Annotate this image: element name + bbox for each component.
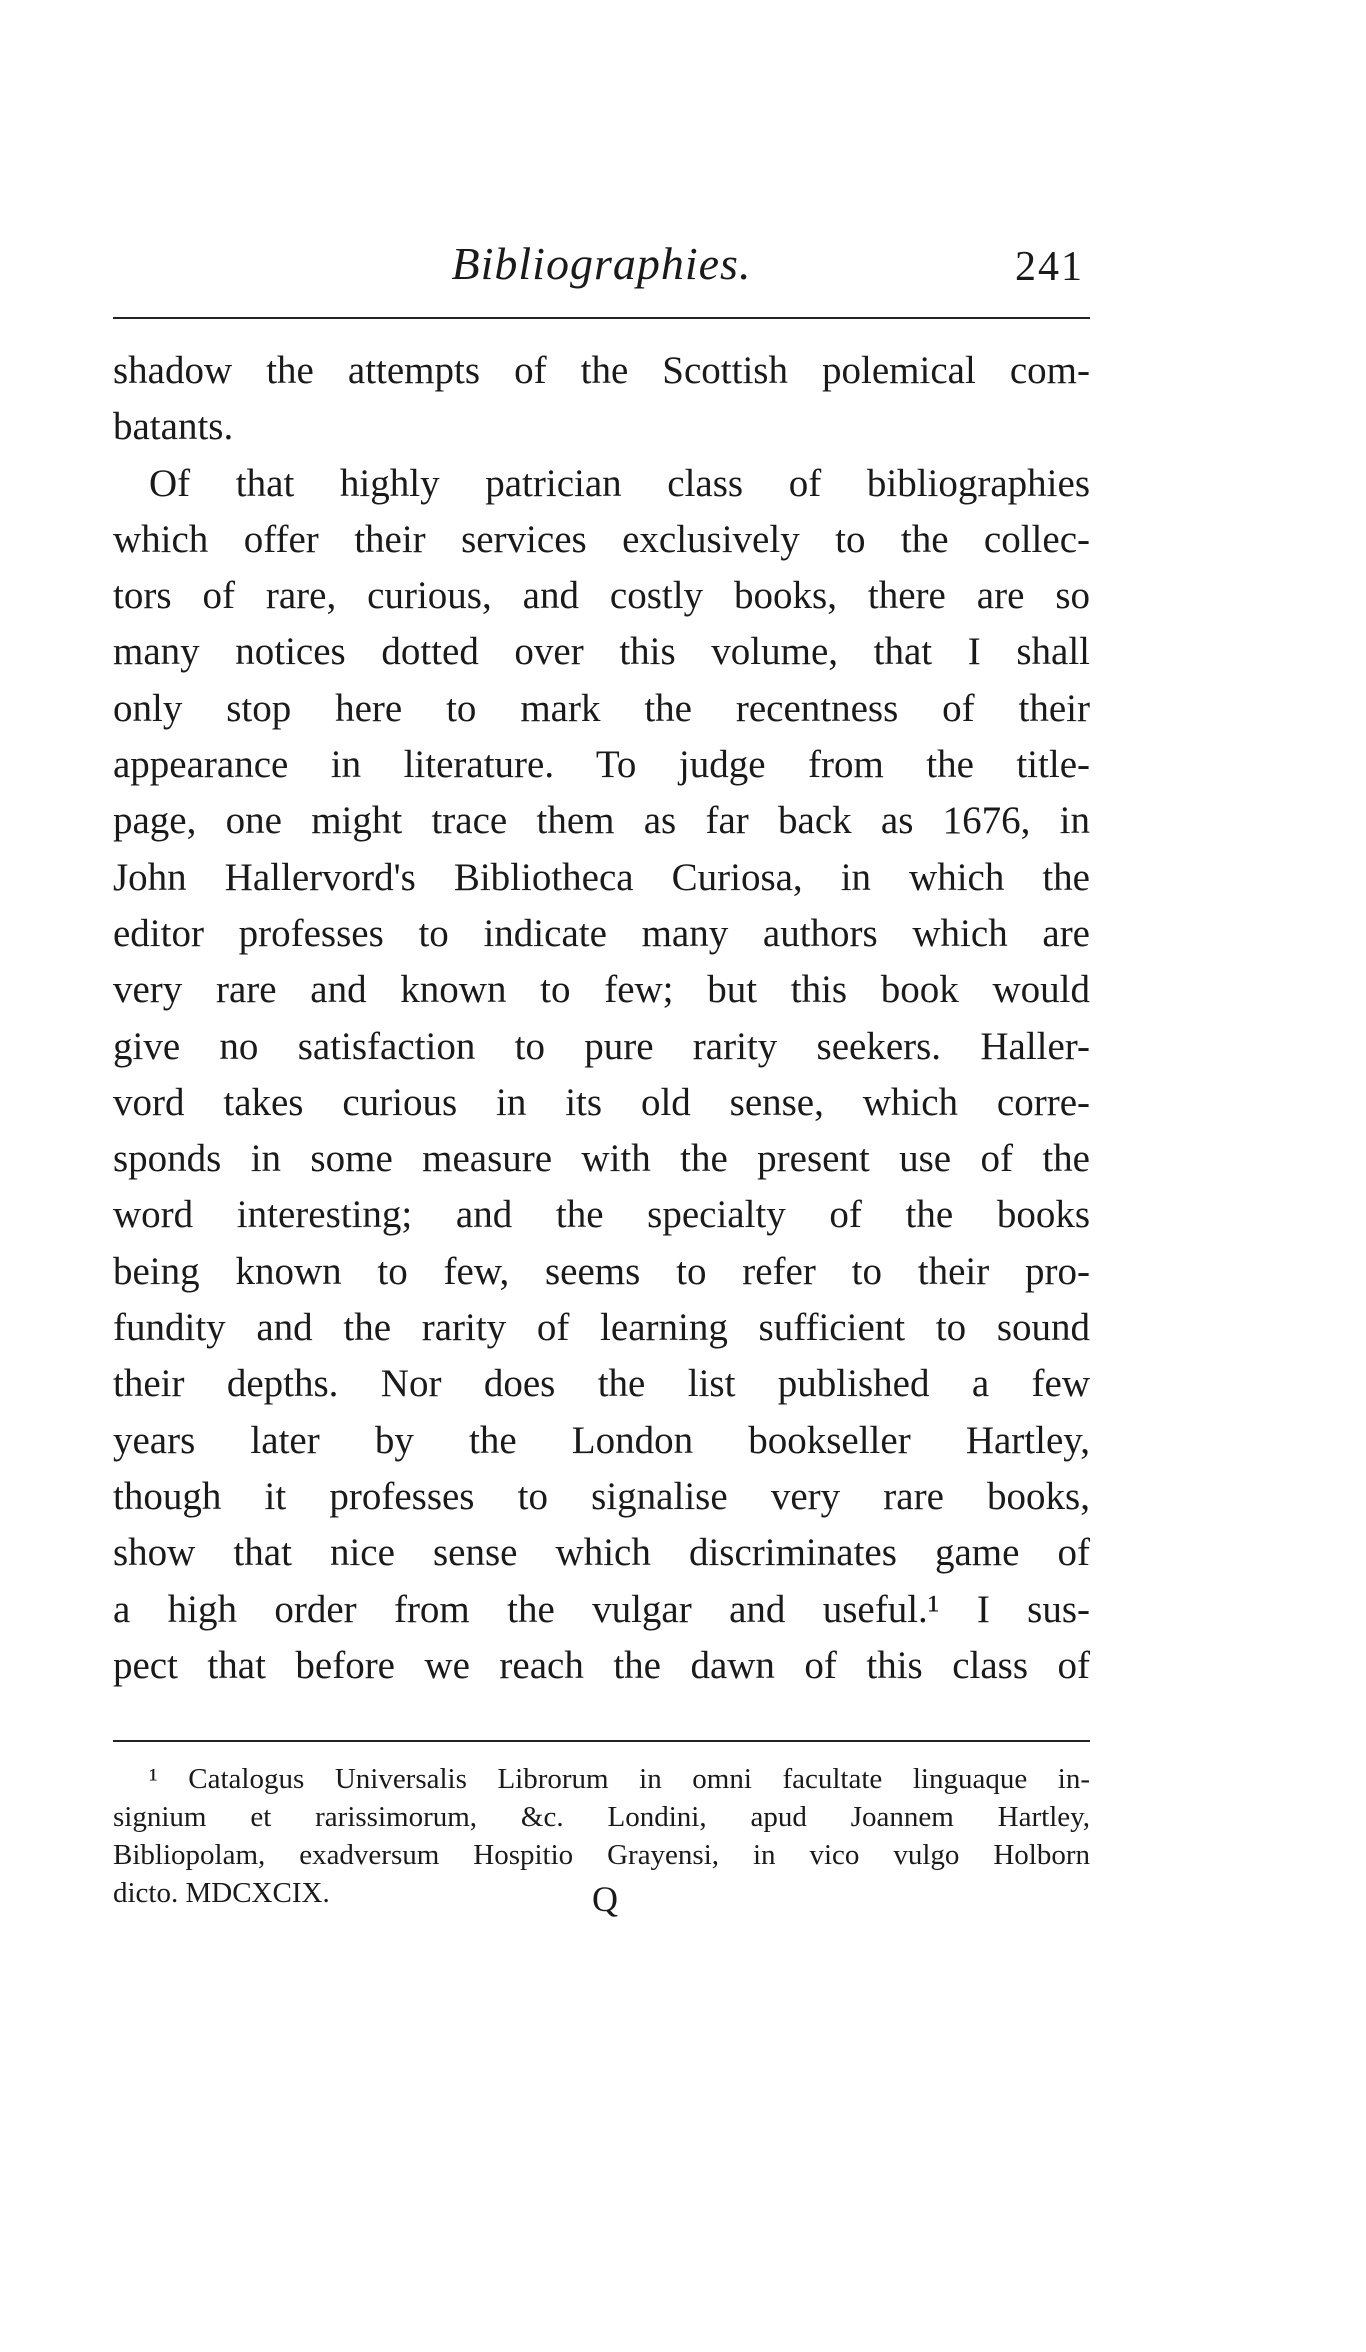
page-number: 241 bbox=[1015, 244, 1084, 290]
text-line: only stop here to mark the recentness of their bbox=[113, 686, 1090, 730]
text-line: editor professes to indicate many authors which are bbox=[113, 911, 1090, 955]
text-line: which offer their services exclusively to the collec- bbox=[113, 517, 1090, 561]
text-line: shadow the attempts of the Scottish polemical com- bbox=[113, 349, 1090, 392]
body-text bbox=[113, 343, 1090, 1694]
footnote-rule bbox=[113, 1740, 1090, 1742]
text-line: tors of rare, curious, and costly books, there are so bbox=[113, 574, 1090, 618]
text-line: years later by the London bookseller Hartley, bbox=[113, 1418, 1090, 1462]
page-header bbox=[113, 236, 1090, 296]
text-line: appearance in literature. To judge from the title- bbox=[113, 743, 1090, 787]
text-line: John Hallervord's Bibliotheca Curiosa, in which the bbox=[113, 855, 1090, 899]
text-line: sponds in some measure with the present use of the bbox=[113, 1137, 1090, 1181]
text-line: batants. bbox=[113, 405, 234, 449]
text-line: a high order from the vulgar and useful.¹ I sus- bbox=[113, 1587, 1090, 1631]
footnote-line: signium et rarissimorum, &c. Londini, apud Joannem Hartley, bbox=[113, 1801, 1090, 1833]
text-line: being known to few, seems to refer to their pro- bbox=[113, 1249, 1090, 1293]
text-line: page, one might trace them as far back as 1676, in bbox=[113, 799, 1090, 843]
signature-mark: Q bbox=[592, 1879, 618, 1919]
text-line: word interesting; and the specialty of the books bbox=[113, 1193, 1090, 1237]
footnote-line: dicto. MDCXCIX. bbox=[113, 1877, 330, 1909]
text-line: Of that highly patrician class of bibliographies bbox=[149, 461, 1090, 505]
text-line: fundity and the rarity of learning sufficient to sound bbox=[113, 1306, 1090, 1350]
footnote-line: ¹ Catalogus Universalis Librorum in omni facultate linguaque in- bbox=[149, 1763, 1090, 1795]
text-line: their depths. Nor does the list published a few bbox=[113, 1362, 1090, 1406]
text-line: though it professes to signalise very rare books, bbox=[113, 1474, 1090, 1518]
running-title: Bibliographies. bbox=[451, 238, 752, 289]
header-rule bbox=[113, 317, 1090, 319]
text-line: give no satisfaction to pure rarity seekers. Haller- bbox=[113, 1024, 1090, 1068]
text-line: many notices dotted over this volume, that I shall bbox=[113, 630, 1090, 674]
text-line: pect that before we reach the dawn of this class of bbox=[113, 1643, 1090, 1687]
text-line: very rare and known to few; but this book would bbox=[113, 968, 1090, 1012]
text-line: show that nice sense which discriminates game of bbox=[113, 1531, 1090, 1575]
text-line: vord takes curious in its old sense, which corre- bbox=[113, 1080, 1090, 1124]
footnote-line: Bibliopolam, exadversum Hospitio Grayensi, in vico vulgo Holborn bbox=[113, 1839, 1090, 1871]
